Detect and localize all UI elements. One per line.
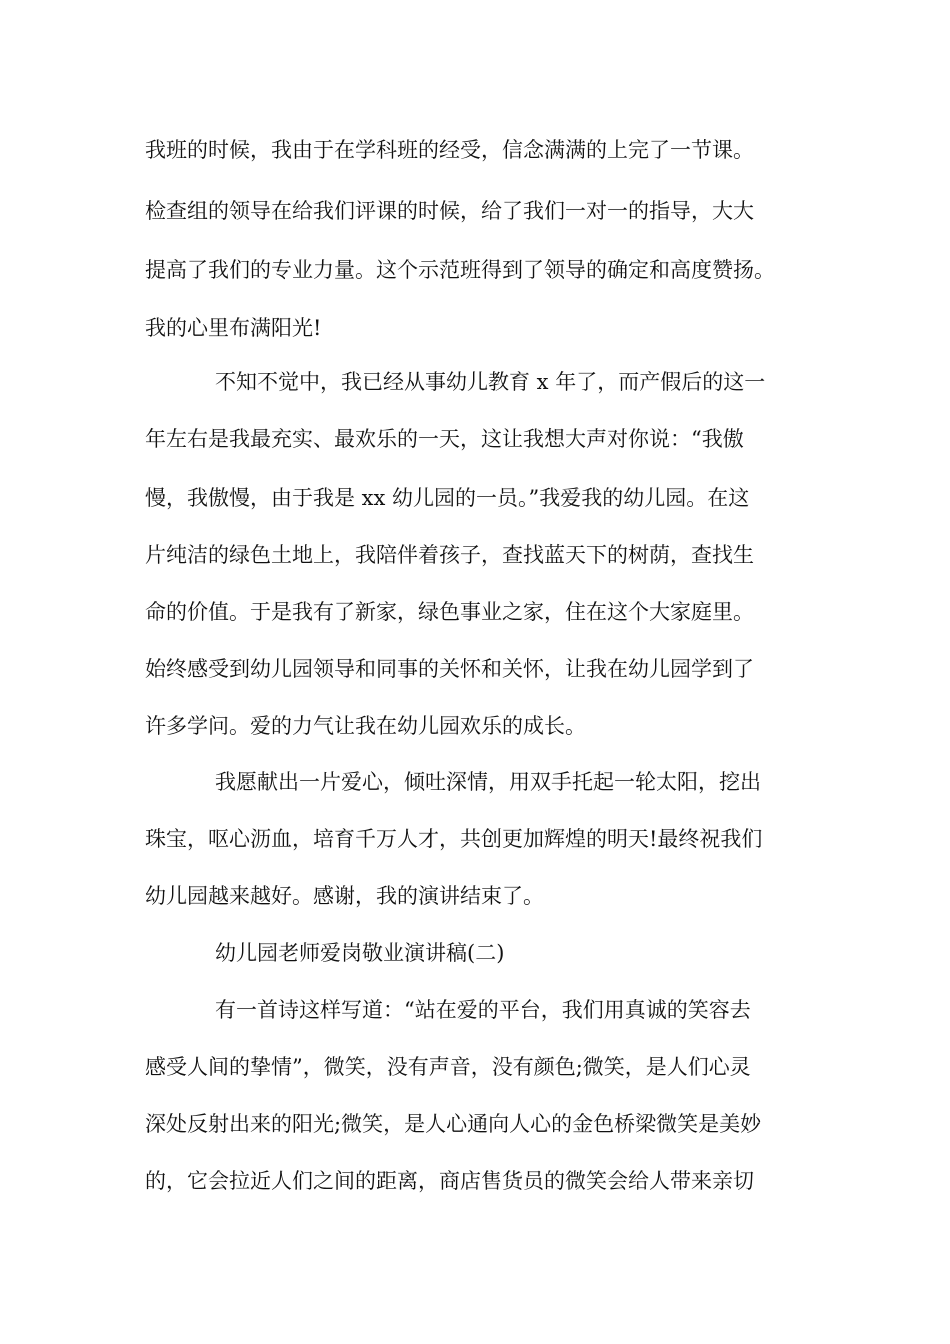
text-line: 提高了我们的专业力量。这个示范班得到了领导的确定和高度赞扬。 bbox=[145, 258, 775, 282]
text-line: 我班的时候，我由于在学科班的经受，信念满满的上完了一节课。 bbox=[145, 138, 754, 162]
text-line: 我的心里布满阳光! bbox=[145, 316, 322, 340]
text-line: 的，它会拉近人们之间的距离，商店售货员的微笑会给人带来亲切 bbox=[145, 1169, 754, 1193]
text-line: 检查组的领导在给我们评课的时候，给了我们一对一的指导，大大 bbox=[145, 199, 754, 223]
text-line: 深处反射出来的阳光;微笑，是人心通向人心的金色桥梁微笑是美妙 bbox=[145, 1112, 762, 1136]
text-line: 命的价值。于是我有了新家，绿色事业之家，住在这个大家庭里。 bbox=[145, 600, 754, 624]
paragraph-first-line: 我愿献出一片爱心，倾吐深情，用双手托起一轮太阳，挖出 bbox=[215, 770, 761, 794]
text-line: 珠宝，呕心沥血，培育千万人才，共创更加辉煌的明天!最终祝我们 bbox=[145, 827, 763, 851]
section-heading: 幼儿园老师爱岗敬业演讲稿(二) bbox=[215, 941, 505, 965]
text-line: 幼儿园越来越好。感谢，我的演讲结束了。 bbox=[145, 884, 544, 908]
paragraph-first-line: 不知不觉中，我已经从事幼儿教育 x 年了，而产假后的这一 bbox=[215, 370, 766, 394]
text-line: 年左右是我最充实、最欢乐的一天，这让我想大声对你说：“我傲 bbox=[145, 427, 744, 451]
text-line: 慢，我傲慢，由于我是 xx 幼儿园的一员。”我爱我的幼儿园。在这 bbox=[145, 486, 750, 510]
text-line: 始终感受到幼儿园领导和同事的关怀和关怀，让我在幼儿园学到了 bbox=[145, 657, 754, 681]
text-line: 片纯洁的绿色土地上，我陪伴着孩子，查找蓝天下的树荫，查找生 bbox=[145, 543, 754, 567]
text-line: 感受人间的挚情”，微笑，没有声音，没有颜色;微笑，是人们心灵 bbox=[145, 1055, 751, 1079]
text-line: 许多学问。爱的力气让我在幼儿园欢乐的成长。 bbox=[145, 714, 586, 738]
paragraph-first-line: 有一首诗这样写道：“站在爱的平台，我们用真诚的笑容去 bbox=[215, 998, 751, 1022]
